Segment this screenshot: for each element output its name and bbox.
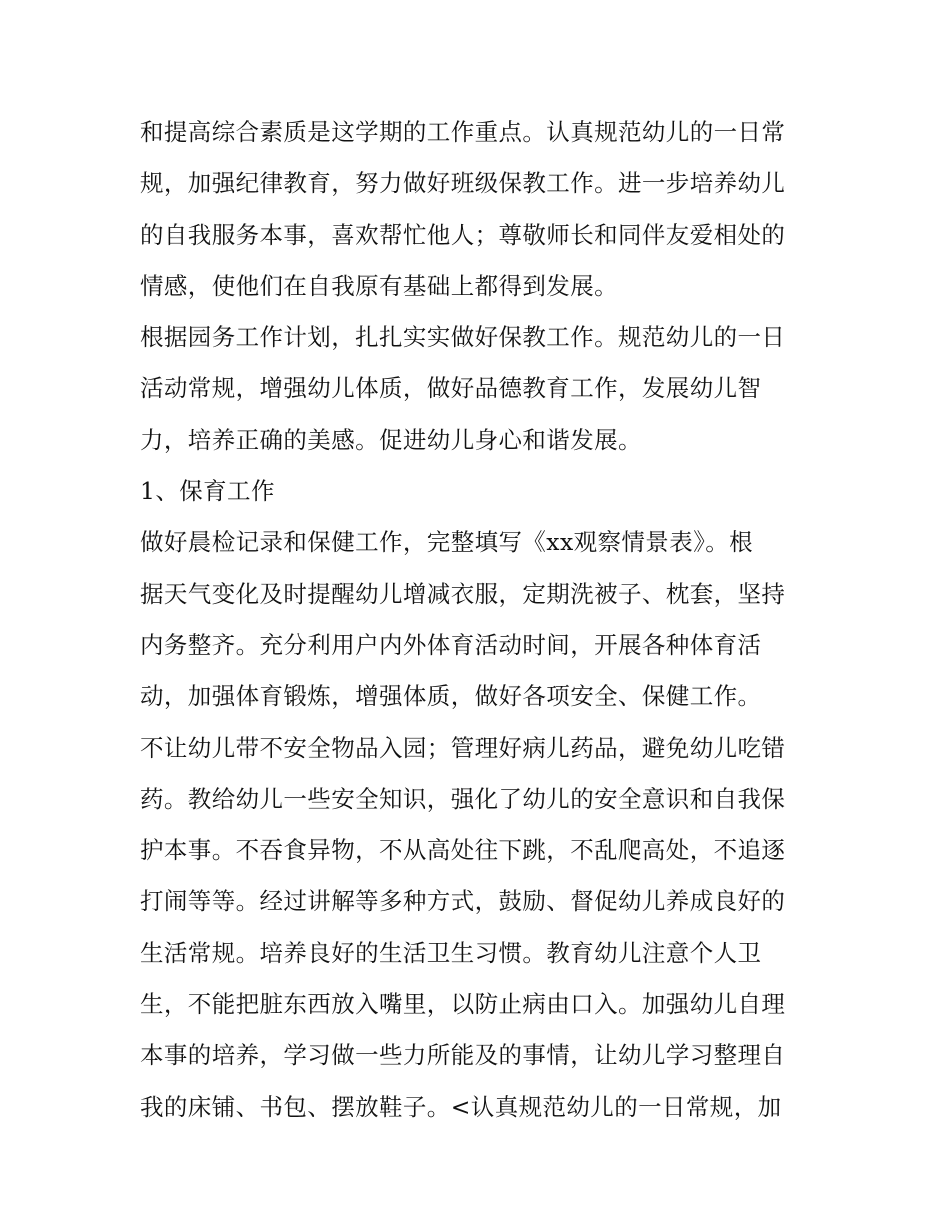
section-heading: 1、保育工作	[140, 477, 275, 506]
text-line: 不让幼儿带不安全物品入园；管理好病儿药品，避免幼儿吃错	[140, 733, 786, 762]
text-line: 据天气变化及时提醒幼儿增减衣服，定期洗被子、枕套，坚持	[140, 579, 786, 608]
text-line: 生，不能把脏东西放入嘴里，以防止病由口入。加强幼儿自理	[140, 990, 786, 1019]
text-line: 本事的培养，学习做一些力所能及的事情，让幼儿学习整理自	[140, 1041, 786, 1070]
text-line: 药。教给幼儿一些安全知识，强化了幼儿的安全意识和自我保	[140, 784, 786, 813]
text-line: 生活常规。培养良好的生活卫生习惯。教育幼儿注意个人卫	[140, 938, 762, 967]
text-line: 根据园务工作计划，扎扎实实做好保教工作。规范幼儿的一日	[140, 323, 786, 352]
text-line: 动，加强体育锻炼，增强体质，做好各项安全、保健工作。	[140, 682, 762, 711]
text-line: 的自我服务本事，喜欢帮忙他人；尊敬师长和同伴友爱相处的	[140, 220, 786, 249]
text-line: 力，培养正确的美感。促进幼儿身心和谐发展。	[140, 425, 642, 454]
text-line: 打闹等等。经过讲解等多种方式，鼓励、督促幼儿养成良好的	[140, 887, 786, 916]
text-line: 和提高综合素质是这学期的工作重点。认真规范幼儿的一日常	[140, 118, 786, 146]
text-line: 活动常规，增强幼儿体质，做好品德教育工作，发展幼儿智	[140, 374, 762, 403]
document-body	[140, 107, 820, 1133]
text-line: 内务整齐。充分利用户内外体育活动时间，开展各种体育活	[140, 630, 762, 659]
text-line: 我的床铺、书包、摆放鞋子。<认真规范幼儿的一日常规，加	[140, 1092, 782, 1121]
text-line: 情感，使他们在自我原有基础上都得到发展。	[140, 271, 618, 300]
text-line: 规，加强纪律教育，努力做好班级保教工作。进一步培养幼儿	[140, 169, 786, 198]
text-line: 做好晨检记录和保健工作，完整填写《xx观察情景表》。根	[140, 528, 754, 557]
text-line: 护本事。不吞食异物，不从高处往下跳，不乱爬高处，不追逐	[140, 836, 786, 865]
